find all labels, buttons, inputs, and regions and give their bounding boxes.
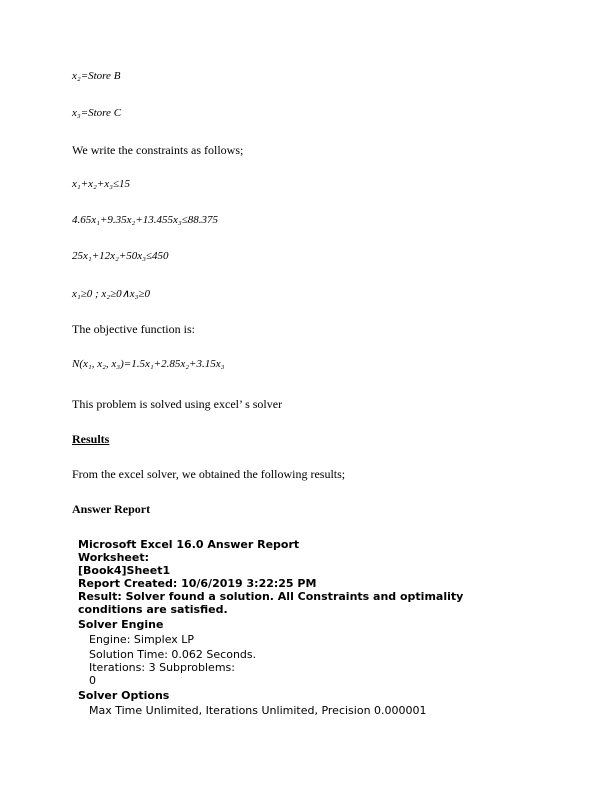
report-title: Microsoft Excel 16.0 Answer Report bbox=[78, 538, 300, 551]
answer-report-heading: Answer Report bbox=[72, 502, 151, 516]
report-result: Result: Solver found a solution. All Constraints and optimality conditions are satisfied. bbox=[78, 590, 464, 616]
solver-engine-heading: Solver Engine bbox=[78, 618, 164, 631]
constraint-3: 25x₁+12x₂+50x₃≤450 bbox=[72, 250, 169, 262]
constraint-4: x₁≥0 ; x₂≥0∧x₃≥0 bbox=[72, 288, 150, 300]
constraint-1: x₁+x₂+x₃≤15 bbox=[72, 178, 131, 190]
solution-time: Solution Time: 0.062 Seconds. bbox=[89, 648, 257, 661]
solver-options: Max Time Unlimited, Iterations Unlimited, Precision 0.000001 bbox=[89, 704, 427, 717]
subproblems: 0 bbox=[89, 674, 96, 687]
solver-sentence: This problem is solved using excel’ s solver bbox=[72, 397, 283, 411]
answer-report bbox=[78, 538, 498, 717]
definition-x3: x₃=Store C bbox=[72, 107, 122, 119]
results-sentence: From the excel solver, we obtained the following results; bbox=[72, 467, 346, 481]
iterations: Iterations: 3 Subproblems: bbox=[89, 661, 235, 674]
report-created: Report Created: 10/6/2019 3:22:25 PM bbox=[78, 577, 317, 590]
solver-options-heading: Solver Options bbox=[78, 689, 170, 702]
results-heading: Results bbox=[72, 432, 110, 446]
objective-intro: The objective function is: bbox=[72, 322, 195, 336]
constraint-2: 4.65x₁+9.35x₂+13.455x₃≤88.375 bbox=[72, 214, 219, 226]
definition-x2: x₂=Store B bbox=[72, 70, 121, 82]
report-worksheet-label: Worksheet: bbox=[78, 551, 149, 564]
solver-engine: Engine: Simplex LP bbox=[89, 633, 195, 646]
constraints-intro: We write the constraints as follows; bbox=[72, 143, 244, 157]
report-worksheet-value: [Book4]Sheet1 bbox=[78, 564, 171, 577]
objective-function: N(x₁, x₂, x₃)=1.5x₁+2.85x₂+3.15x₃ bbox=[72, 358, 225, 370]
